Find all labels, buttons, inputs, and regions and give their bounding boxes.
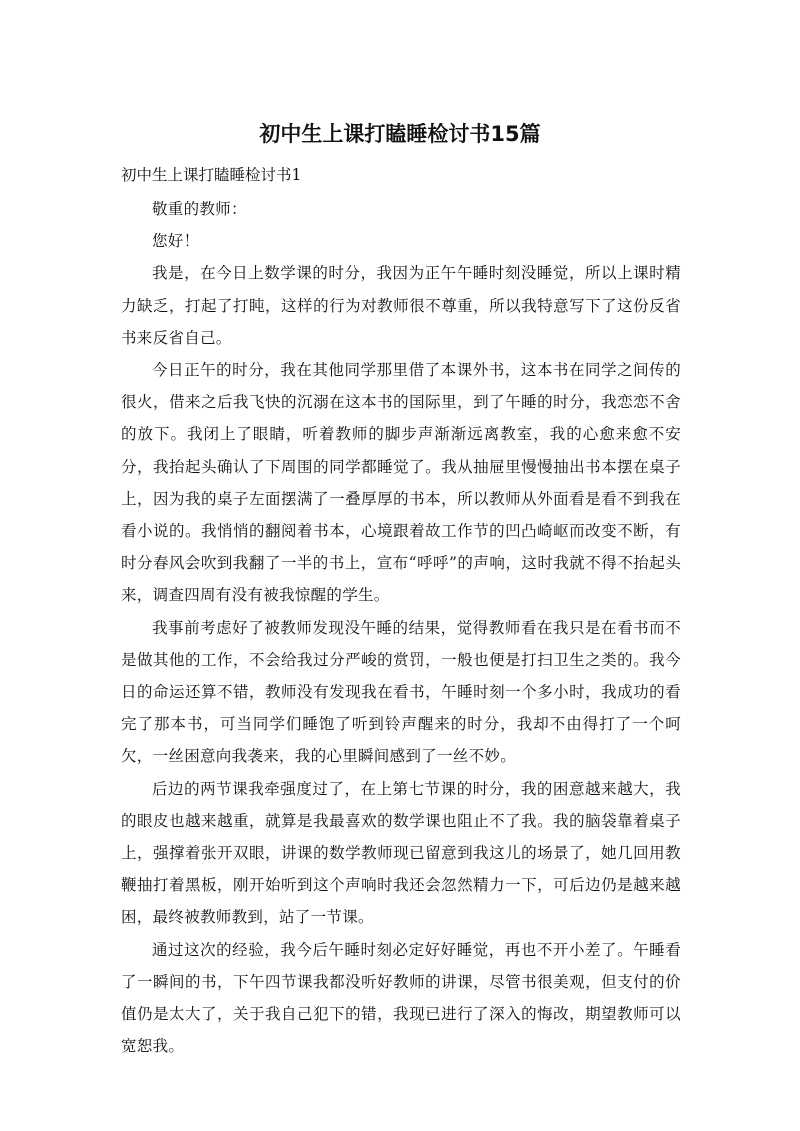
body-paragraph-4: 后边的两节课我牵强度过了，在上第七节课的时分，我的困意越来越大，我的眼皮也越来越重，就算是我最喜欢的数学课也阻止不了我。我的脑袋靠着桌子上，强撑着张开双眼，讲课的数学教师现已留意到我这儿的场景了，她几回用教鞭抽打着黑板，刚开始听到这个声响时我还会忽然精力一下，可后边仍是越来越困，最终被教师教到，站了一节课。	[121, 779, 681, 927]
document-body	[121, 193, 681, 1062]
greeting: 您好！	[152, 232, 200, 251]
document-subtitle: 初中生上课打瞌睡检讨书1	[121, 166, 302, 184]
body-paragraph-1: 我是，在今日上数学课的时分，我因为正午午睡时刻没睡觉，所以上课时精力缺乏，打起了打盹，这样的行为对教师很不尊重，所以我特意写下了这份反省书来反省自己。	[121, 264, 681, 347]
document-title: 初中生上课打瞌睡检讨书15篇	[259, 122, 541, 146]
salutation: 敬重的教师：	[152, 200, 247, 218]
body-paragraph-5: 通过这次的经验，我今后午睡时刻必定好好睡觉，再也不开小差了。午睡看了一瞬间的书，下午四节课我都没听好教师的讲课，尽管书很美观，但支付的价值仍是太大了，关于我自己犯下的错，我现已进行了深入的悔改，期望教师可以宽恕我。	[121, 940, 681, 1056]
body-paragraph-2: 今日正午的时分，我在其他同学那里借了本课外书，这本书在同学之间传的很火，借来之后我飞快的沉溺在这本书的国际里，到了午睡的时分，我恋恋不舍的放下。我闭上了眼睛，听着教师的脚步声渐渐远离教室，我的心愈来愈不安分，我抬起头确认了下周围的同学都睡觉了。我从抽屉里慢慢抽出书本摆在桌子上，因为我的桌子左面摆满了一叠厚厚的书本，所以教师从外面看是看不到我在看小说的。我悄悄的翻阅着书本，心境跟着故工作节的凹凸崎岖而改变不断，有时分春风会吹到我翻了一半的书上，宣布“呼呼”的声响，这时我就不得不抬起头来，调查四周有没有被我惊醒的学生。	[121, 361, 681, 605]
body-paragraph-3: 我事前考虑好了被教师发现没午睡的结果，觉得教师看在我只是在看书而不是做其他的工作，不会给我过分严峻的赏罚，一般也便是打扫卫生之类的。我今日的命运还算不错，教师没有发现我在看书，午睡时刻一个多小时，我成功的看完了那本书，可当同学们睡饱了听到铃声醒来的时分，我却不由得打了一个呵欠，一丝困意向我袭来，我的心里瞬间感到了一丝不妙。	[121, 618, 681, 766]
